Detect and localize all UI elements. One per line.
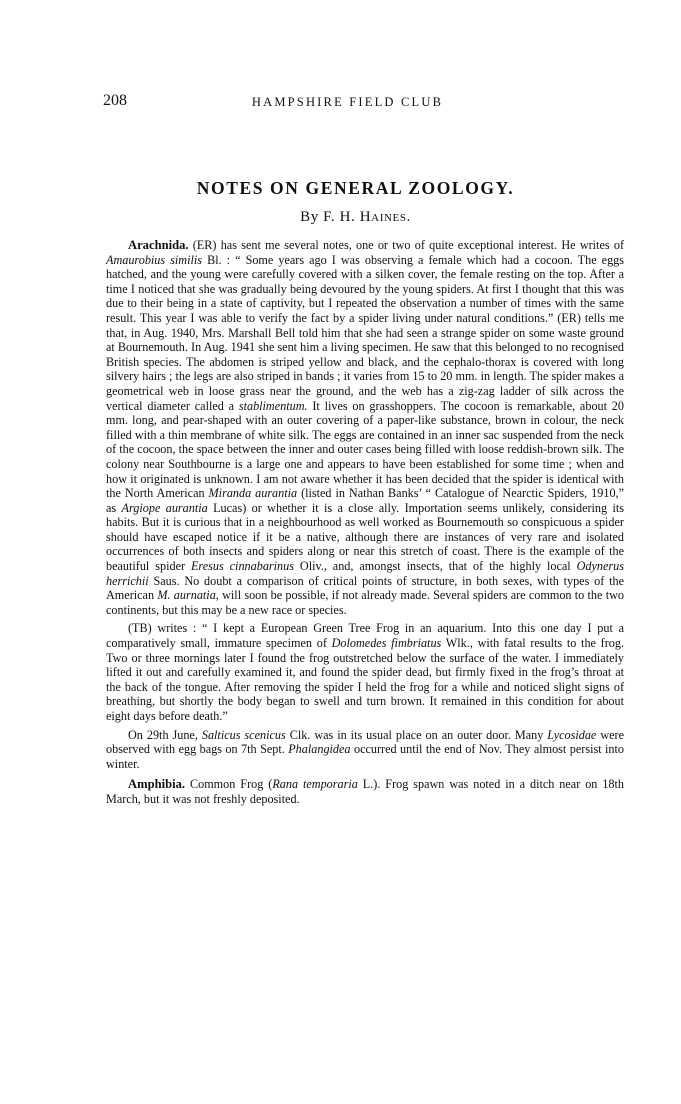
text-run: Bl. : “ Some years ago I was observing a female which had a cocoon. The eggs hatched, and the young were carefully covered with a silken cover, the female resting on the top. After a time I noticed that she was gradually being devoured by the young spiders. At first I thought that this was due to their being in a state of captivity, but I repeated the observation a number of times with the same result. This year I was able to verify the fact by a spider living under natural conditions.” (ER) tells me that, in Aug. 1940, Mrs. Marshall Bell told him that she had seen a strange spider on some waste ground at Bournemouth. In Aug. 1941 she sent him a living specimen. He saw that this belonged to no recognised British species. The abdomen is striped yellow and black, and the cephalo-thorax is covered with long silvery hairs ; the legs are also striped in bands ; it varies from 15 to 20 mm. in length. The spider makes a geometrical web in loose grass near the ground, and the web has a zig-zag ladder of silk across the vertical diameter called a [106, 252, 624, 413]
author-by: By F. H. [300, 209, 360, 225]
text-run: Clk. was in its usual place on an outer door. Many [285, 727, 548, 742]
text-run: (TB) writes : “ I kept a European Green Tree Frog in an aquarium. Into this one day I put a comparatively small, immature specimen of [106, 621, 624, 651]
running-head: HAMPSHIRE FIELD CLUB [251, 95, 444, 109]
species-name: Eresus cinnabarinus [190, 559, 294, 574]
section-lead-amphibia: Amphibia. [128, 777, 186, 792]
text-run: occurred until the end of Nov. They almost persist into winter. [106, 742, 624, 771]
text-run: On 29th June, [128, 727, 202, 742]
text-run: Lucas) or whether it is a close ally. Importation seems unlikely, considering its habits. But it is curious that in a neighbourhood as well worked as Bournemouth so conspicuous a spider should have escaped notice if it be a native, although there are instances of very rare and isolated occurrences of both insects and spiders along or near this stretch of coast. There is the example of the beautiful spider [106, 500, 625, 574]
paragraph-arachnida [106, 238, 624, 617]
page-header [0, 92, 681, 114]
article-author [0, 209, 681, 226]
article-body [106, 238, 624, 811]
text-run: (listed in Nathan Banks’ “ Catalogue of Nearctic Spiders, 1910,” as [106, 486, 624, 515]
term: stablimentum. [238, 398, 308, 413]
species-name: Amaurobius similis [106, 252, 203, 267]
text-run: were observed with egg bags on 7th Sept. [106, 727, 624, 757]
article-title: NOTES ON GENERAL ZOOLOGY. [196, 178, 515, 198]
text-run: L.). Frog spawn was noted in a ditch near on 18th March, but it was not freshly deposited. [106, 777, 624, 806]
species-name: Phalangidea [288, 742, 351, 757]
paragraph-june [106, 728, 624, 772]
author-name: Haines. [359, 209, 411, 225]
page-number: 208 [103, 92, 127, 109]
text-run: Wlk., with fatal results to the frog. Two or three mornings later I found the frog outstretched below the surface of the water. I immediately lifted it out and carefully examined it, and found the spider dead, but firmly fixed in the frog’s throat at the back of the tongue. After removing the spider I held the frog for a while and noticed slight signs of breathing, but shortly the body began to swell and turn brown. It remained in this condition for about eight days before death.” [106, 636, 625, 723]
text-run: (ER) has sent me several notes, one or two of quite exceptional interest. He writes of [188, 238, 624, 252]
text-run: will soon be possible, if not already made. Several spiders are common to the two continents, but this may be a new race or species. [106, 588, 624, 617]
text-run: Saus. No doubt a comparison of critical points of structure, in both sexes, with types of the American [106, 573, 624, 603]
text-run: Common Frog ( [185, 777, 273, 792]
text-run: It lives on grasshoppers. The cocoon is remarkable, about 20 mm. long, and pear-shaped with an outer covering of a paper-like substance, brown in colour, the neck filled with a thin membrane of white silk. The eggs are contained in an inner sac suspended from the neck of the cocoon, the space between the inner and outer cases being filled with loose reddish-brown silk. The colony near Southbourne is a large one and appears to have been established for some time ; when and how it originated is unknown. I am not aware whether it has been decided that the spider is identical with the North American [106, 398, 624, 501]
species-name: M. aurnatia, [157, 588, 219, 603]
text-run: Oliv., and, amongst insects, that of the highly local [293, 559, 577, 574]
species-name: Miranda aurantia [208, 486, 298, 501]
species-name: Lycosidae [547, 727, 597, 742]
species-name: Rana temporaria [272, 777, 358, 792]
section-lead-arachnida: Arachnida. [128, 238, 189, 252]
paragraph-tb [106, 621, 624, 723]
species-name: Argiope aurantia [121, 500, 208, 515]
species-name: Salticus scenicus [201, 727, 286, 742]
paragraph-amphibia [106, 777, 624, 806]
species-name: Odynerus herrichii [106, 559, 624, 588]
species-name: Dolomedes fimbriatus [331, 636, 442, 651]
